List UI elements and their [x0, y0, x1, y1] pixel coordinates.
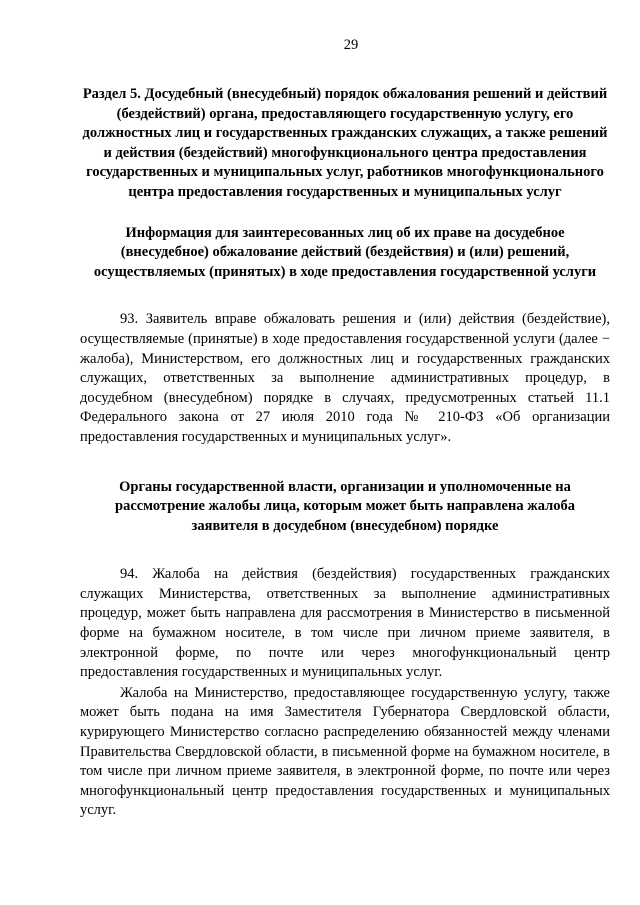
page-number: 29 — [343, 37, 359, 53]
section-title: Раздел 5. Досудебный (внесудебный) порядок обжалования решений и действий (бездействий) органа, предоставляющего государственную услугу, его должностных лиц и государственных гражданских служащих, а также решений и действия (бездействий) многофункционального центра предоставления государственных и муниципальных услуг, работников многофункционального центра предоставления государственных и муниципальных услуг — [82, 86, 608, 200]
paragraph-93: 93. Заявитель вправе обжаловать решения и (или) действия (бездействие), осуществляемые (принятые) в ходе предоставления государственной услуги (далее − жалоба), Министерством, его должностных лиц и государственных гражданских служащих, ответственных за выполнение административных процедур, в досудебном (внесудебном) порядке в случаях, предусмотренных статьей 11.1 Федерального закона от 27 июля 2010 года № 210-ФЗ «Об организации предоставления государственных и муниципальных услуг». — [80, 311, 610, 445]
subsection-title-authorities: Органы государственной власти, организации и уполномоченные на рассмотрение жалобы лица, которым может быть направлена жалоба заявителя в досудебном (внесудебном) порядке — [115, 478, 575, 534]
subsection-title-info: Информация для заинтересованных лиц об их праве на досудебное (внесудебное) обжалование действий (бездействия) и (или) решений, осуществляемых (принятых) в ходе предоставления государственной услуги — [93, 224, 597, 280]
paragraph-94-continued: Жалоба на Министерство, предоставляющее государственную услугу, также может быть подана на имя Заместителя Губернатора Свердловской области, курирующего Министерство согласно распределению обязанностей между членами Правительства Свердловской области, в письменной форме на бумажном носителе, в том числе при личном приеме заявителя, в электронной форме, по почте или через многофункциональный центр предоставления государственных и муниципальных услуг. — [80, 684, 610, 819]
paragraph-94: 94. Жалоба на действия (бездействия) государственных гражданских служащих Министерства, ответственных за выполнение административных процедур, может быть направлена для рассмотрения в Министерство в письменной форме на бумажном носителе, в том числе при личном приеме заявителя, в электронной форме, по почте или через многофункциональный центр предоставления государственных и муниципальных услуг. — [80, 566, 610, 681]
